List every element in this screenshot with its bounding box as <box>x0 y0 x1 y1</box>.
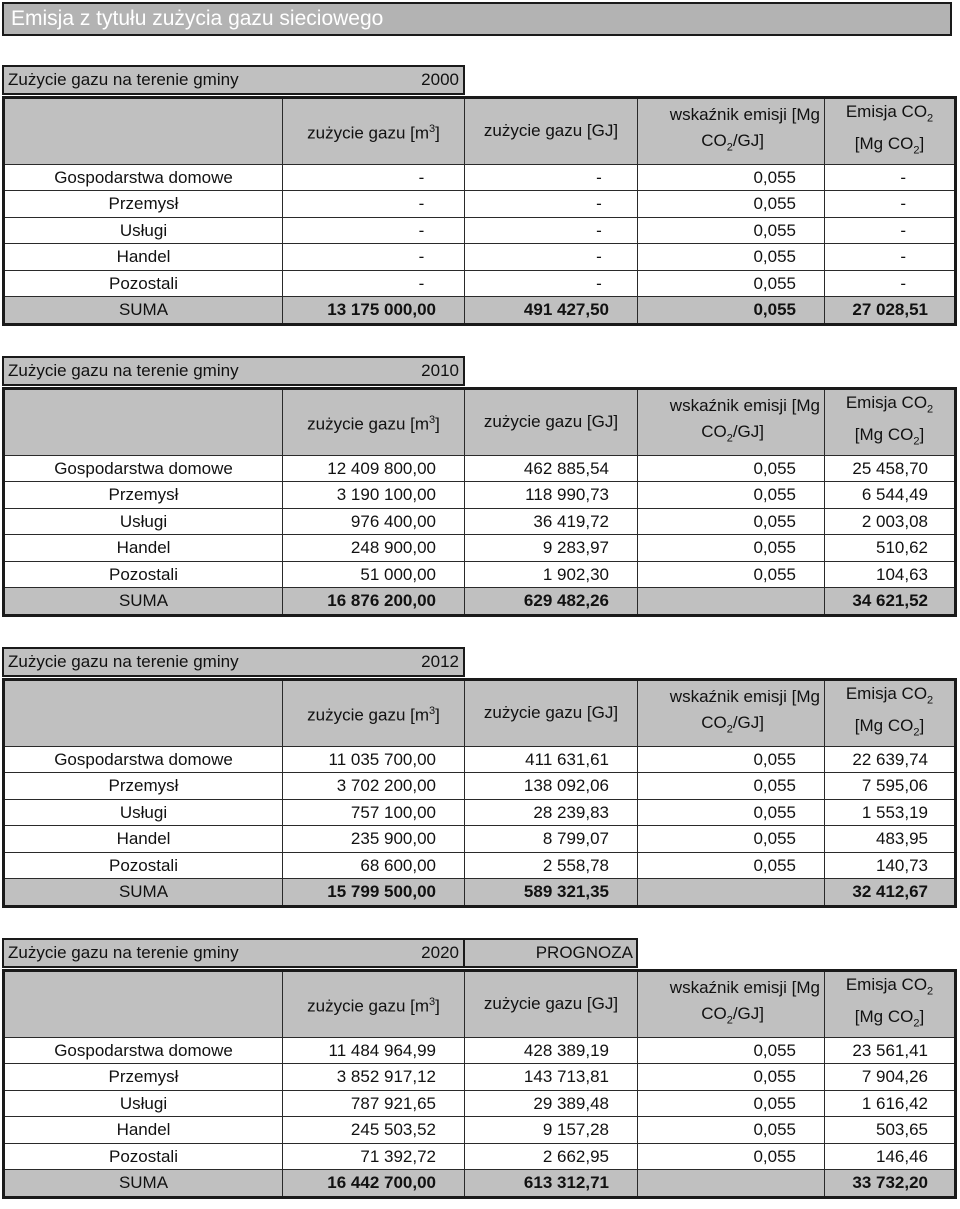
co2-emission-cell: 7 595,06 <box>825 773 956 800</box>
table-row <box>4 217 956 244</box>
row-name: SUMA <box>4 1170 283 1198</box>
gas-m3-cell: 976 400,00 <box>283 508 465 535</box>
header-em-sub2: 2 <box>913 144 920 157</box>
gas-gj-cell: 9 157,28 <box>465 1117 638 1144</box>
row-name: Gospodarstwa domowe <box>4 164 283 191</box>
gas-gj-cell: - <box>465 191 638 218</box>
sum-row <box>4 588 956 616</box>
gas-gj-cell: 1 902,30 <box>465 561 638 588</box>
header-em-end: ] <box>919 1007 925 1027</box>
header-blank <box>4 389 283 456</box>
table-row <box>4 746 956 773</box>
header-co2-emission <box>825 389 956 456</box>
section-header <box>2 647 954 677</box>
gas-gj-cell: 428 389,19 <box>465 1037 638 1064</box>
row-name: Przemysł <box>4 773 283 800</box>
header-gas-m3 <box>283 389 465 456</box>
header-ef-unit: /GJ] <box>732 131 764 151</box>
co2-emission-cell: 25 458,70 <box>825 455 956 482</box>
gas-gj-cell: 8 799,07 <box>465 826 638 853</box>
gmina-label: Zużycie gazu na terenie gminy <box>8 361 239 380</box>
header-gas-m3-text: zużycie gazu [m <box>307 705 430 725</box>
prognoza-label: PROGNOZA <box>463 938 638 968</box>
header-ef-sub: 2 <box>726 1014 733 1027</box>
table-row <box>4 1064 956 1091</box>
row-name: Gospodarstwa domowe <box>4 455 283 482</box>
gas-gj-cell: 28 239,83 <box>465 799 638 826</box>
table-row <box>4 826 956 853</box>
co2-emission-cell: 22 639,74 <box>825 746 956 773</box>
gas-m3-cell: 15 799 500,00 <box>283 879 465 907</box>
sum-row <box>4 1170 956 1198</box>
section-header <box>2 938 954 968</box>
emission-factor-cell: 0,055 <box>638 270 825 297</box>
header-em-sub1: 2 <box>927 694 934 707</box>
year-label: 2000 <box>421 70 459 89</box>
emission-factor-cell: 0,055 <box>638 746 825 773</box>
row-name: Handel <box>4 244 283 271</box>
row-name: Przemysł <box>4 1064 283 1091</box>
co2-emission-cell: 140,73 <box>825 852 956 879</box>
row-name: SUMA <box>4 879 283 907</box>
gas-gj-cell: - <box>465 244 638 271</box>
co2-emission-cell: 6 544,49 <box>825 482 956 509</box>
header-gas-m3-end: ] <box>435 996 440 1016</box>
gmina-label-box <box>2 938 465 968</box>
header-gas-gj: zużycie gazu [GJ] <box>465 971 638 1038</box>
header-gas-m3-end: ] <box>435 414 440 434</box>
gas-m3-cell: 12 409 800,00 <box>283 455 465 482</box>
gas-gj-cell: - <box>465 217 638 244</box>
header-gas-m3 <box>283 680 465 747</box>
emission-factor-cell: 0,055 <box>638 482 825 509</box>
emission-section-2012 <box>2 647 954 908</box>
co2-emission-cell: 2 003,08 <box>825 508 956 535</box>
gas-m3-cell: 13 175 000,00 <box>283 297 465 325</box>
row-name: Handel <box>4 535 283 562</box>
gas-m3-cell: 3 852 917,12 <box>283 1064 465 1091</box>
header-gas-m3-end: ] <box>435 705 440 725</box>
gas-gj-cell: 613 312,71 <box>465 1170 638 1198</box>
gas-m3-cell: 757 100,00 <box>283 799 465 826</box>
emission-factor-cell: 0,055 <box>638 164 825 191</box>
gas-m3-cell: 71 392,72 <box>283 1143 465 1170</box>
gmina-label: Zużycie gazu na terenie gminy <box>8 652 239 671</box>
co2-emission-cell: - <box>825 217 956 244</box>
gas-m3-cell: 3 702 200,00 <box>283 773 465 800</box>
table-row <box>4 561 956 588</box>
gas-gj-cell: 411 631,61 <box>465 746 638 773</box>
gas-m3-cell: 11 035 700,00 <box>283 746 465 773</box>
table-row <box>4 1117 956 1144</box>
co2-emission-cell: 510,62 <box>825 535 956 562</box>
header-gas-m3-sup: 3 <box>429 414 436 427</box>
gmina-label-box <box>2 65 465 95</box>
co2-emission-cell: - <box>825 191 956 218</box>
header-em-sub1: 2 <box>927 985 934 998</box>
header-em-end: ] <box>919 134 925 154</box>
gas-gj-cell: - <box>465 164 638 191</box>
header-em-sub2: 2 <box>913 726 920 739</box>
emission-factor-cell: 0,055 <box>638 1143 825 1170</box>
gas-gj-cell: 589 321,35 <box>465 879 638 907</box>
gas-m3-cell: 235 900,00 <box>283 826 465 853</box>
emission-factor-cell: 0,055 <box>638 297 825 325</box>
header-gas-m3-end: ] <box>435 123 440 143</box>
header-em-line1: Emisja CO <box>845 975 928 994</box>
gas-m3-cell: 11 484 964,99 <box>283 1037 465 1064</box>
header-emission-factor <box>638 971 825 1038</box>
gas-m3-cell: 787 921,65 <box>283 1090 465 1117</box>
header-em-line1: Emisja CO <box>845 393 928 412</box>
co2-emission-cell: 1 553,19 <box>825 799 956 826</box>
table-row <box>4 508 956 535</box>
header-gas-m3-sup: 3 <box>429 996 436 1009</box>
table-row <box>4 1143 956 1170</box>
row-name: Handel <box>4 826 283 853</box>
row-name: Handel <box>4 1117 283 1144</box>
header-blank <box>4 971 283 1038</box>
gas-m3-cell: 68 600,00 <box>283 852 465 879</box>
row-name: Gospodarstwa domowe <box>4 746 283 773</box>
row-name: Gospodarstwa domowe <box>4 1037 283 1064</box>
row-name: SUMA <box>4 297 283 325</box>
header-ef-co: CO <box>701 713 727 733</box>
table-row <box>4 455 956 482</box>
table-row <box>4 799 956 826</box>
year-label: 2020 <box>421 943 459 962</box>
co2-emission-cell: 104,63 <box>825 561 956 588</box>
gas-m3-cell: - <box>283 270 465 297</box>
header-ef-line2 <box>701 1004 764 1027</box>
gas-m3-cell: 16 442 700,00 <box>283 1170 465 1198</box>
gas-m3-cell: 16 876 200,00 <box>283 588 465 616</box>
header-em-line2: [Mg CO <box>854 134 914 154</box>
header-em-end: ] <box>919 716 925 736</box>
co2-emission-cell: 503,65 <box>825 1117 956 1144</box>
emission-factor-cell: 0,055 <box>638 1064 825 1091</box>
gas-gj-cell: 2 662,95 <box>465 1143 638 1170</box>
gas-m3-cell: 3 190 100,00 <box>283 482 465 509</box>
header-emission-factor <box>638 680 825 747</box>
gas-m3-cell: - <box>283 244 465 271</box>
header-ef-co: CO <box>701 131 727 151</box>
gas-gj-cell: 9 283,97 <box>465 535 638 562</box>
header-em-sub2: 2 <box>913 435 920 448</box>
row-name: Pozostali <box>4 270 283 297</box>
page-title: Emisja z tytułu zużycia gazu sieciowego <box>2 2 952 36</box>
row-name: Przemysł <box>4 482 283 509</box>
emission-factor-cell: 0,055 <box>638 1090 825 1117</box>
emission-section-2000 <box>2 65 954 326</box>
gas-gj-cell: 143 713,81 <box>465 1064 638 1091</box>
co2-emission-cell: - <box>825 270 956 297</box>
header-co2-emission <box>825 971 956 1038</box>
co2-emission-cell: - <box>825 244 956 271</box>
header-gas-m3-text: zużycie gazu [m <box>307 414 430 434</box>
row-name: Usługi <box>4 1090 283 1117</box>
table-row <box>4 270 956 297</box>
table-row <box>4 482 956 509</box>
header-em-sub1: 2 <box>927 112 934 125</box>
gas-m3-cell: 248 900,00 <box>283 535 465 562</box>
co2-emission-cell: 33 732,20 <box>825 1170 956 1198</box>
header-gas-m3-sup: 3 <box>429 123 436 136</box>
co2-emission-cell: 27 028,51 <box>825 297 956 325</box>
header-emission-factor <box>638 389 825 456</box>
gas-gj-cell: - <box>465 270 638 297</box>
emission-factor-cell: 0,055 <box>638 455 825 482</box>
header-ef-unit: /GJ] <box>732 1004 764 1024</box>
co2-emission-cell: 34 621,52 <box>825 588 956 616</box>
header-em-line2: [Mg CO <box>854 425 914 445</box>
header-ef-co: CO <box>701 422 727 442</box>
header-ef-sub: 2 <box>726 432 733 445</box>
header-ef-line2 <box>701 422 764 445</box>
emission-factor-cell: 0,055 <box>638 508 825 535</box>
header-gas-gj: zużycie gazu [GJ] <box>465 680 638 747</box>
header-ef-line1: wskaźnik emisji [Mg <box>669 396 820 416</box>
header-em-line1: Emisja CO <box>845 684 928 703</box>
emission-factor-cell: 0,055 <box>638 773 825 800</box>
header-co2-emission <box>825 680 956 747</box>
gas-gj-cell: 29 389,48 <box>465 1090 638 1117</box>
emission-factor-cell: 0,055 <box>638 852 825 879</box>
header-gas-m3-sup: 3 <box>429 705 436 718</box>
co2-emission-cell: 146,46 <box>825 1143 956 1170</box>
section-header <box>2 356 954 386</box>
table-row <box>4 1090 956 1117</box>
gas-gj-cell: 118 990,73 <box>465 482 638 509</box>
header-ef-unit: /GJ] <box>732 422 764 442</box>
year-label: 2012 <box>421 652 459 671</box>
header-emission-factor <box>638 98 825 165</box>
header-ef-line1: wskaźnik emisji [Mg <box>669 978 820 998</box>
header-ef-co: CO <box>701 1004 727 1024</box>
table-row <box>4 244 956 271</box>
co2-emission-cell: 32 412,67 <box>825 879 956 907</box>
header-ef-unit: /GJ] <box>732 713 764 733</box>
header-ef-line2 <box>701 713 764 736</box>
header-ef-line2 <box>701 131 764 154</box>
emission-factor-cell: 0,055 <box>638 826 825 853</box>
row-name: SUMA <box>4 588 283 616</box>
header-gas-m3-text: zużycie gazu [m <box>307 996 430 1016</box>
header-em-line2: [Mg CO <box>854 1007 914 1027</box>
table-row <box>4 164 956 191</box>
header-em-sub2: 2 <box>913 1017 920 1030</box>
emission-factor-cell: 0,055 <box>638 244 825 271</box>
header-ef-sub: 2 <box>726 723 733 736</box>
table-row <box>4 1037 956 1064</box>
emission-factor-cell <box>638 1170 825 1198</box>
co2-emission-cell: 1 616,42 <box>825 1090 956 1117</box>
header-gas-gj: zużycie gazu [GJ] <box>465 98 638 165</box>
header-em-line2: [Mg CO <box>854 716 914 736</box>
row-name: Pozostali <box>4 561 283 588</box>
gmina-label-box <box>2 356 465 386</box>
header-em-sub1: 2 <box>927 403 934 416</box>
header-em-line1: Emisja CO <box>845 102 928 121</box>
emission-factor-cell: 0,055 <box>638 1117 825 1144</box>
header-blank <box>4 680 283 747</box>
header-ef-line1: wskaźnik emisji [Mg <box>669 687 820 707</box>
header-blank <box>4 98 283 165</box>
header-gas-m3-text: zużycie gazu [m <box>307 123 430 143</box>
emission-factor-cell: 0,055 <box>638 1037 825 1064</box>
row-name: Przemysł <box>4 191 283 218</box>
gas-gj-cell: 629 482,26 <box>465 588 638 616</box>
gas-m3-cell: 245 503,52 <box>283 1117 465 1144</box>
row-name: Pozostali <box>4 1143 283 1170</box>
header-ef-line1: wskaźnik emisji [Mg <box>669 105 820 125</box>
emission-factor-cell: 0,055 <box>638 561 825 588</box>
header-gas-gj: zużycie gazu [GJ] <box>465 389 638 456</box>
year-label: 2010 <box>421 361 459 380</box>
emission-factor-cell <box>638 588 825 616</box>
emission-table <box>2 387 957 617</box>
section-header <box>2 65 954 95</box>
gas-m3-cell: - <box>283 217 465 244</box>
sum-row <box>4 879 956 907</box>
gas-gj-cell: 2 558,78 <box>465 852 638 879</box>
header-gas-m3 <box>283 98 465 165</box>
sum-row <box>4 297 956 325</box>
emission-factor-cell <box>638 879 825 907</box>
gmina-label: Zużycie gazu na terenie gminy <box>8 943 239 962</box>
emission-factor-cell: 0,055 <box>638 535 825 562</box>
gas-m3-cell: - <box>283 191 465 218</box>
emission-factor-cell: 0,055 <box>638 217 825 244</box>
gas-m3-cell: - <box>283 164 465 191</box>
co2-emission-cell: - <box>825 164 956 191</box>
header-co2-emission <box>825 98 956 165</box>
row-name: Usługi <box>4 508 283 535</box>
table-row <box>4 852 956 879</box>
row-name: Pozostali <box>4 852 283 879</box>
gas-gj-cell: 138 092,06 <box>465 773 638 800</box>
gas-gj-cell: 462 885,54 <box>465 455 638 482</box>
emission-table <box>2 96 957 326</box>
table-row <box>4 191 956 218</box>
gas-gj-cell: 36 419,72 <box>465 508 638 535</box>
table-row <box>4 535 956 562</box>
header-em-end: ] <box>919 425 925 445</box>
gas-gj-cell: 491 427,50 <box>465 297 638 325</box>
co2-emission-cell: 23 561,41 <box>825 1037 956 1064</box>
emission-table <box>2 678 957 908</box>
co2-emission-cell: 483,95 <box>825 826 956 853</box>
row-name: Usługi <box>4 799 283 826</box>
emission-factor-cell: 0,055 <box>638 799 825 826</box>
emission-section-2010 <box>2 356 954 617</box>
table-row <box>4 773 956 800</box>
emission-factor-cell: 0,055 <box>638 191 825 218</box>
co2-emission-cell: 7 904,26 <box>825 1064 956 1091</box>
gmina-label-box <box>2 647 465 677</box>
header-ef-sub: 2 <box>726 141 733 154</box>
emission-section-2020 <box>2 938 954 1199</box>
row-name: Usługi <box>4 217 283 244</box>
header-gas-m3 <box>283 971 465 1038</box>
emission-table <box>2 969 957 1199</box>
gas-m3-cell: 51 000,00 <box>283 561 465 588</box>
gmina-label: Zużycie gazu na terenie gminy <box>8 70 239 89</box>
